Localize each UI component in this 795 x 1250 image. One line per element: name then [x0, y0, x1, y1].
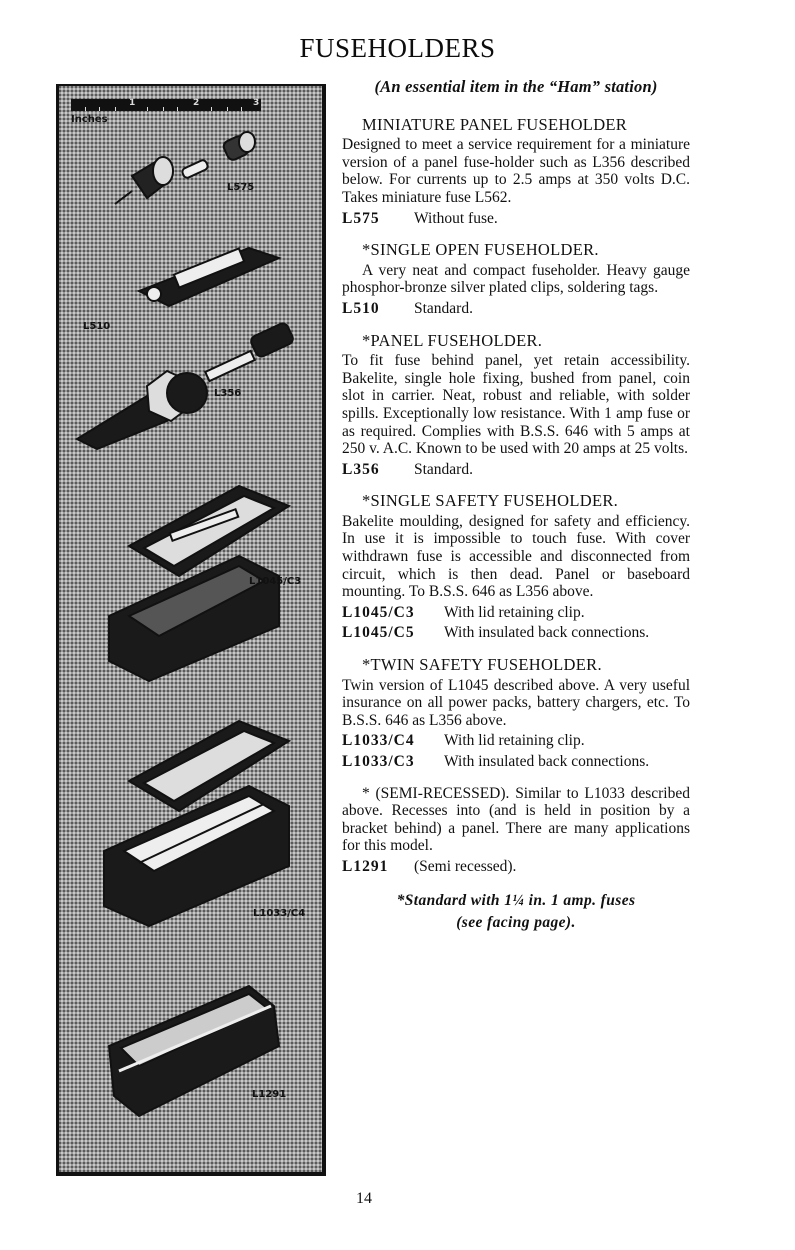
standard-fuse-footnote: [342, 890, 690, 934]
ruler-mark-2: 2: [193, 98, 200, 108]
section-description: Designed to meet a service requirement for a miniature version of a panel fuse-holder such as L356 described below. For currents up to 2.5 amps at 350 volts D.C. Takes miniature fuse L562.: [342, 136, 690, 206]
figure-label-l356: L356: [214, 388, 242, 399]
section-description: [342, 785, 690, 855]
model-code: L1033/C4: [342, 732, 415, 750]
section-panel-fuseholder: [342, 332, 690, 479]
figure-label-l1291: L1291: [252, 1089, 287, 1100]
section-twin-safety-fuseholder: [342, 656, 690, 771]
inch-ruler: [71, 99, 261, 111]
page-subtitle: (An essential item in the “Ham” station): [374, 77, 658, 96]
section-body: Similar to L1033 described above. Recesses into (and is held in position by a bracket behind) a panel. There are many applications for this model.: [342, 784, 690, 855]
section-heading: *PANEL FUSEHOLDER.: [362, 330, 543, 350]
section-heading: *SINGLE SAFETY FUSEHOLDER.: [362, 491, 619, 511]
model-row: [342, 300, 690, 318]
model-description: With lid retaining clip.: [444, 732, 585, 750]
section-description: Bakelite moulding, designed for safety and efficiency. In use it is impossible to touch fuse. With cover withdrawn fuse is accessible and disconnected from circuit, which is then dead. Panel or baseboard mounting. To B.S.S. 646 as L356 above.: [342, 512, 690, 601]
section-semi-recessed: [342, 785, 690, 876]
model-row: [342, 858, 690, 876]
page-number: 14: [356, 1190, 372, 1207]
section-heading: *TWIN SAFETY FUSEHOLDER.: [362, 655, 602, 675]
figure-label-l510: L510: [83, 321, 111, 332]
ruler-unit-label: Inches: [71, 114, 108, 125]
section-single-safety-fuseholder: [342, 492, 690, 642]
section-description: Twin version of L1045 described above. A very useful insurance on all power packs, battery chargers, etc. To B.S.S. 646 as L356 above.: [342, 676, 690, 729]
ruler-mark-3: 3: [253, 98, 260, 108]
model-code: L1033/C3: [342, 753, 415, 770]
section-heading: *SINGLE OPEN FUSEHOLDER.: [362, 240, 599, 260]
figure-label-l575: L575: [227, 182, 255, 193]
figure-label-l1033: L1033/C4: [253, 908, 306, 919]
model-description: Standard.: [414, 460, 473, 478]
section-heading: MINIATURE PANEL FUSEHOLDER: [362, 114, 628, 134]
model-row: [342, 732, 690, 750]
model-code: L356: [342, 460, 380, 478]
model-description: Standard.: [414, 299, 473, 317]
section-heading: * (SEMI-RECESSED).: [362, 784, 510, 802]
section-description: To fit fuse behind panel, yet retain accessibility. Bakelite, single hole fixing, bushed from panel, coin slot in carrier. Neat, robust and reliable, with solder spills. Exceptionally low resistance. With 1 amp fuse or as required. Complies with B.S.S. 646 with 5 amps at 250 v. A.C. Known to be used with 20 amps at 25 volts.: [342, 352, 690, 458]
model-code: L1045/C5: [342, 624, 415, 642]
model-description: With lid retaining clip.: [444, 603, 585, 621]
panel-fuseholder-drawing: [67, 301, 307, 451]
model-row: [342, 753, 690, 771]
model-description: With insulated back connections.: [444, 753, 650, 770]
footnote-line-1: *Standard with 1¼ in. 1 amp. fuses: [396, 891, 636, 909]
model-row: [342, 210, 690, 228]
page-title: FUSEHOLDERS: [299, 33, 496, 63]
model-code: L1045/C3: [342, 603, 415, 621]
model-code: L510: [342, 299, 380, 317]
section-description: A very neat and compact fuseholder. Heavy gauge phosphor-bronze silver plated clips, soldering tags.: [342, 261, 690, 297]
section-single-open-fuseholder: [342, 241, 690, 317]
product-illustration-panel: [56, 84, 326, 1176]
miniature-panel-fuseholder-drawing: [107, 126, 277, 226]
model-row: [342, 461, 690, 479]
model-code: L575: [342, 209, 380, 227]
figure-label-l1045: L1045/C3: [249, 576, 302, 587]
section-miniature-panel-fuseholder: [342, 116, 690, 228]
model-description: With insulated back connections.: [444, 624, 650, 642]
footnote-line-2: (see facing page).: [456, 913, 576, 931]
twin-safety-fuseholder-drawing: [89, 701, 309, 931]
model-row: [342, 604, 690, 622]
catalog-text-column: [342, 78, 690, 934]
ruler-mark-1: 1: [129, 98, 136, 108]
semi-recessed-fuseholder-drawing: [99, 966, 299, 1146]
model-code: L1291: [342, 857, 389, 875]
model-description: Without fuse.: [414, 209, 498, 227]
model-description: (Semi recessed).: [414, 857, 517, 875]
model-row: [342, 624, 690, 642]
